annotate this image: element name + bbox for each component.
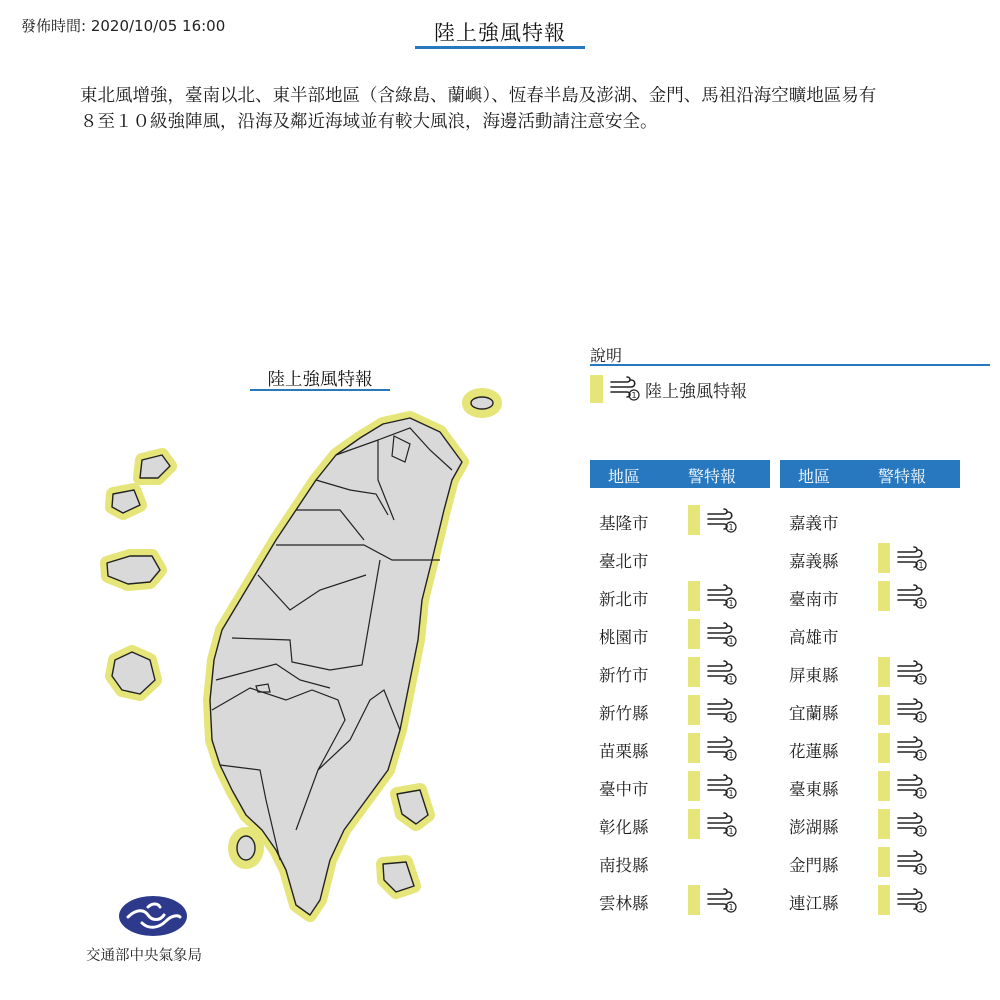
region-name: 苗栗縣	[599, 742, 649, 761]
region-row-left-10[interactable]	[590, 885, 770, 915]
strong-wind-icon	[896, 774, 928, 800]
warning-bar	[688, 581, 700, 611]
region-row-left-6[interactable]	[590, 733, 770, 763]
description-line-1: 東北風增強，臺南以北、東半部地區（含綠島、蘭嶼）、恆春半島及澎湖、金門、馬祖沿海空曠地區易有	[80, 86, 877, 106]
strong-wind-icon	[706, 812, 738, 838]
strong-wind-icon	[706, 508, 738, 534]
region-name: 金門縣	[789, 856, 839, 875]
strong-wind-icon	[896, 546, 928, 572]
svg-text:1: 1	[728, 903, 734, 912]
warning-bar	[878, 733, 890, 763]
map-title: 陸上強風特報	[250, 366, 390, 391]
warning-bar	[688, 695, 700, 725]
svg-text:1: 1	[728, 675, 734, 684]
svg-text:1: 1	[728, 599, 734, 608]
region-row-right-3[interactable]	[780, 619, 960, 649]
col-region-header: 地區	[798, 467, 831, 486]
region-row-right-0[interactable]	[780, 505, 960, 535]
region-name: 嘉義市	[789, 514, 839, 533]
region-table-left	[590, 460, 770, 913]
svg-text:1: 1	[728, 827, 734, 836]
svg-text:1: 1	[728, 713, 734, 722]
svg-text:1: 1	[918, 903, 924, 912]
region-row-left-0[interactable]	[590, 505, 770, 535]
warning-bar	[688, 809, 700, 839]
svg-text:1: 1	[918, 827, 924, 836]
region-row-right-1[interactable]	[780, 543, 960, 573]
table-header	[780, 460, 960, 488]
warning-description	[80, 83, 940, 135]
table-header	[590, 460, 770, 488]
xiaoliuqiu-island	[237, 836, 255, 860]
warning-bar	[688, 505, 700, 535]
strong-wind-icon	[896, 736, 928, 762]
region-row-right-8[interactable]	[780, 809, 960, 839]
cwb-logo	[118, 895, 188, 937]
legend-label: 陸上強風特報	[645, 381, 747, 402]
region-row-right-6[interactable]	[780, 733, 960, 763]
svg-text:1: 1	[918, 713, 924, 722]
region-name: 高雄市	[789, 628, 839, 647]
legend-item	[590, 375, 747, 403]
strong-wind-icon	[706, 660, 738, 686]
legend-heading: 說明	[590, 343, 990, 366]
region-name: 宜蘭縣	[789, 704, 839, 723]
region-name: 臺北市	[599, 552, 649, 571]
issue-time: 發佈時間: 2020/10/05 16:00	[21, 17, 226, 35]
svg-text:1: 1	[728, 751, 734, 760]
region-table-right	[780, 460, 960, 913]
warning-bar	[878, 657, 890, 687]
region-name: 臺南市	[789, 590, 839, 609]
svg-text:1: 1	[918, 865, 924, 874]
region-name: 新北市	[599, 590, 649, 609]
region-name: 臺中市	[599, 780, 649, 799]
region-row-left-3[interactable]	[590, 619, 770, 649]
warning-bar	[878, 885, 890, 915]
keelung-islet	[471, 397, 493, 409]
strong-wind-icon	[706, 774, 738, 800]
strong-wind-icon	[896, 698, 928, 724]
legend-warning-swatch	[590, 375, 603, 403]
svg-text:1: 1	[918, 675, 924, 684]
region-name: 花蓮縣	[789, 742, 839, 761]
warning-bar	[878, 543, 890, 573]
agency-name: 交通部中央氣象局	[86, 948, 202, 964]
region-row-right-10[interactable]	[780, 885, 960, 915]
warning-bar	[688, 619, 700, 649]
region-name: 連江縣	[789, 894, 839, 913]
region-row-right-5[interactable]	[780, 695, 960, 725]
strong-wind-icon	[609, 376, 641, 402]
strong-wind-icon	[706, 584, 738, 610]
warning-bar	[878, 581, 890, 611]
region-name: 桃園市	[599, 628, 649, 647]
col-warning-header: 警特報	[878, 467, 927, 486]
region-row-right-2[interactable]	[780, 581, 960, 611]
region-name: 新竹市	[599, 666, 649, 685]
warning-bar	[878, 847, 890, 877]
region-row-left-1[interactable]	[590, 543, 770, 573]
svg-text:1: 1	[728, 523, 734, 532]
strong-wind-icon	[896, 584, 928, 610]
svg-text:1: 1	[918, 599, 924, 608]
region-row-left-8[interactable]	[590, 809, 770, 839]
strong-wind-icon	[896, 888, 928, 914]
svg-text:1: 1	[631, 391, 637, 400]
region-row-right-9[interactable]	[780, 847, 960, 877]
strong-wind-icon	[896, 812, 928, 838]
svg-text:1: 1	[918, 751, 924, 760]
region-row-right-4[interactable]	[780, 657, 960, 687]
col-warning-header: 警特報	[688, 467, 737, 486]
warning-bar	[688, 733, 700, 763]
warning-bar	[878, 771, 890, 801]
strong-wind-icon	[896, 660, 928, 686]
strong-wind-icon	[706, 888, 738, 914]
region-name: 雲林縣	[599, 894, 649, 913]
region-name: 嘉義縣	[789, 552, 839, 571]
svg-text:1: 1	[918, 789, 924, 798]
region-name: 澎湖縣	[789, 818, 839, 837]
taiwan-warning-map[interactable]	[95, 380, 515, 940]
svg-text:1: 1	[918, 561, 924, 570]
region-name: 新竹縣	[599, 704, 649, 723]
warning-bar	[688, 657, 700, 687]
svg-text:1: 1	[728, 789, 734, 798]
region-name: 基隆市	[599, 514, 649, 533]
region-name: 臺東縣	[789, 780, 839, 799]
region-row-right-7[interactable]	[780, 771, 960, 801]
region-row-left-2[interactable]	[590, 581, 770, 611]
strong-wind-icon	[706, 736, 738, 762]
region-name: 屏東縣	[789, 666, 839, 685]
region-name: 南投縣	[599, 856, 649, 875]
warning-bar	[878, 809, 890, 839]
col-region-header: 地區	[608, 467, 641, 486]
region-row-left-5[interactable]	[590, 695, 770, 725]
region-row-left-9[interactable]	[590, 847, 770, 877]
page-title: 陸上強風特報	[415, 17, 585, 49]
region-name: 彰化縣	[599, 818, 649, 837]
strong-wind-icon	[706, 698, 738, 724]
strong-wind-icon	[706, 622, 738, 648]
warning-bar	[688, 771, 700, 801]
description-line-2: ８至１０級強陣風，沿海及鄰近海域並有較大風浪，海邊活動請注意安全。	[80, 112, 658, 132]
strong-wind-icon	[896, 850, 928, 876]
region-row-left-7[interactable]	[590, 771, 770, 801]
region-row-left-4[interactable]	[590, 657, 770, 687]
warning-bar	[688, 885, 700, 915]
svg-text:1: 1	[728, 637, 734, 646]
warning-bar	[878, 695, 890, 725]
